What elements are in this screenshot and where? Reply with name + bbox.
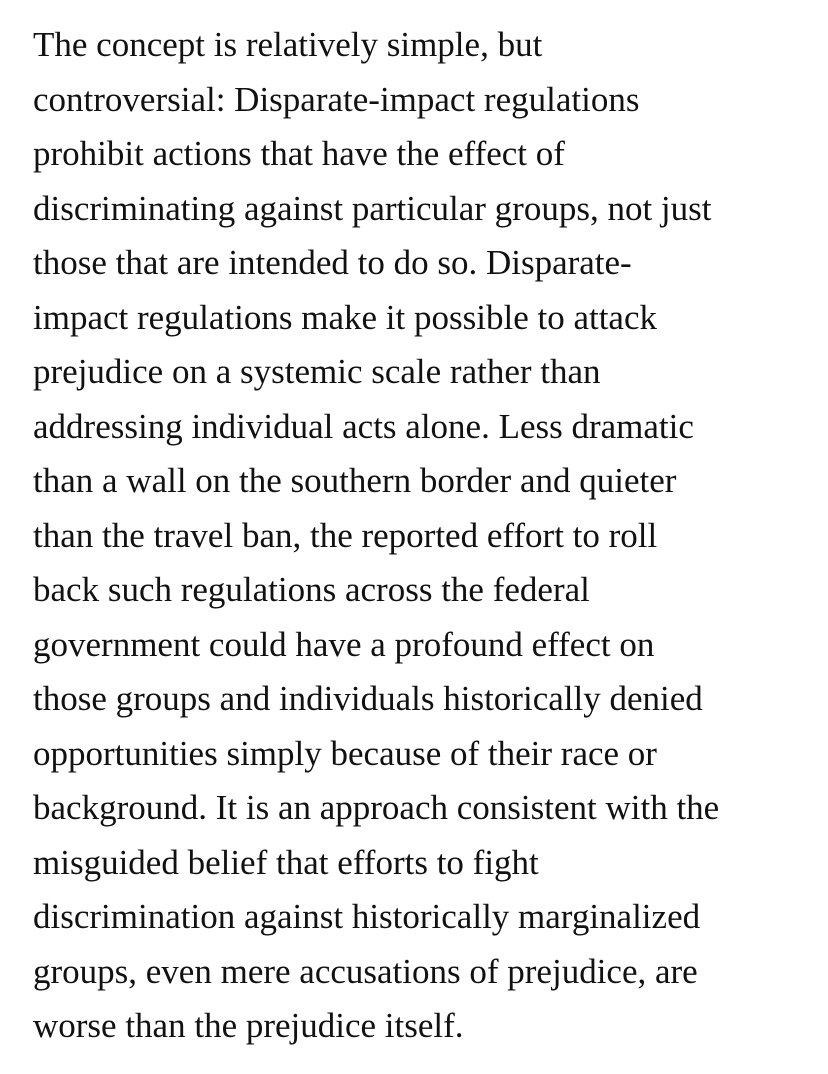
paragraph-line: than a wall on the southern border and quieter bbox=[33, 461, 677, 500]
paragraph-line: worse than the prejudice itself. bbox=[33, 1006, 464, 1045]
paragraph-line: The concept is relatively simple, but bbox=[33, 25, 543, 64]
paragraph-line: misguided belief that efforts to fight bbox=[33, 842, 539, 882]
paragraph-line: government could have a profound effect on bbox=[33, 624, 655, 664]
paragraph-line: discrimination against historically marginalized bbox=[33, 897, 701, 936]
paragraph-line: controversial: Disparate-impact regulations bbox=[33, 79, 640, 119]
paragraph-line: impact regulations make it possible to attack bbox=[33, 297, 658, 337]
paragraph-line: prejudice on a systemic scale rather than bbox=[33, 352, 601, 391]
paragraph-line: those that are intended to do so. Disparate- bbox=[33, 243, 632, 282]
paragraph-line: addressing individual acts alone. Less dramatic bbox=[33, 406, 694, 446]
paragraph-line: background. It is an approach consistent with the bbox=[33, 788, 720, 827]
paragraph-line: those groups and individuals historically denied bbox=[33, 679, 703, 718]
paragraph-line: than the travel ban, the reported effort to roll bbox=[33, 515, 658, 555]
paragraph-line: discriminating against particular groups, not just bbox=[33, 188, 712, 228]
article-paragraph bbox=[33, 18, 823, 1054]
paragraph-line: back such regulations across the federal bbox=[33, 570, 590, 609]
paragraph-line: opportunities simply because of their race or bbox=[33, 733, 657, 773]
paragraph-line: prohibit actions that have the effect of bbox=[33, 134, 565, 173]
paragraph-line: groups, even mere accusations of prejudice, are bbox=[33, 951, 698, 991]
